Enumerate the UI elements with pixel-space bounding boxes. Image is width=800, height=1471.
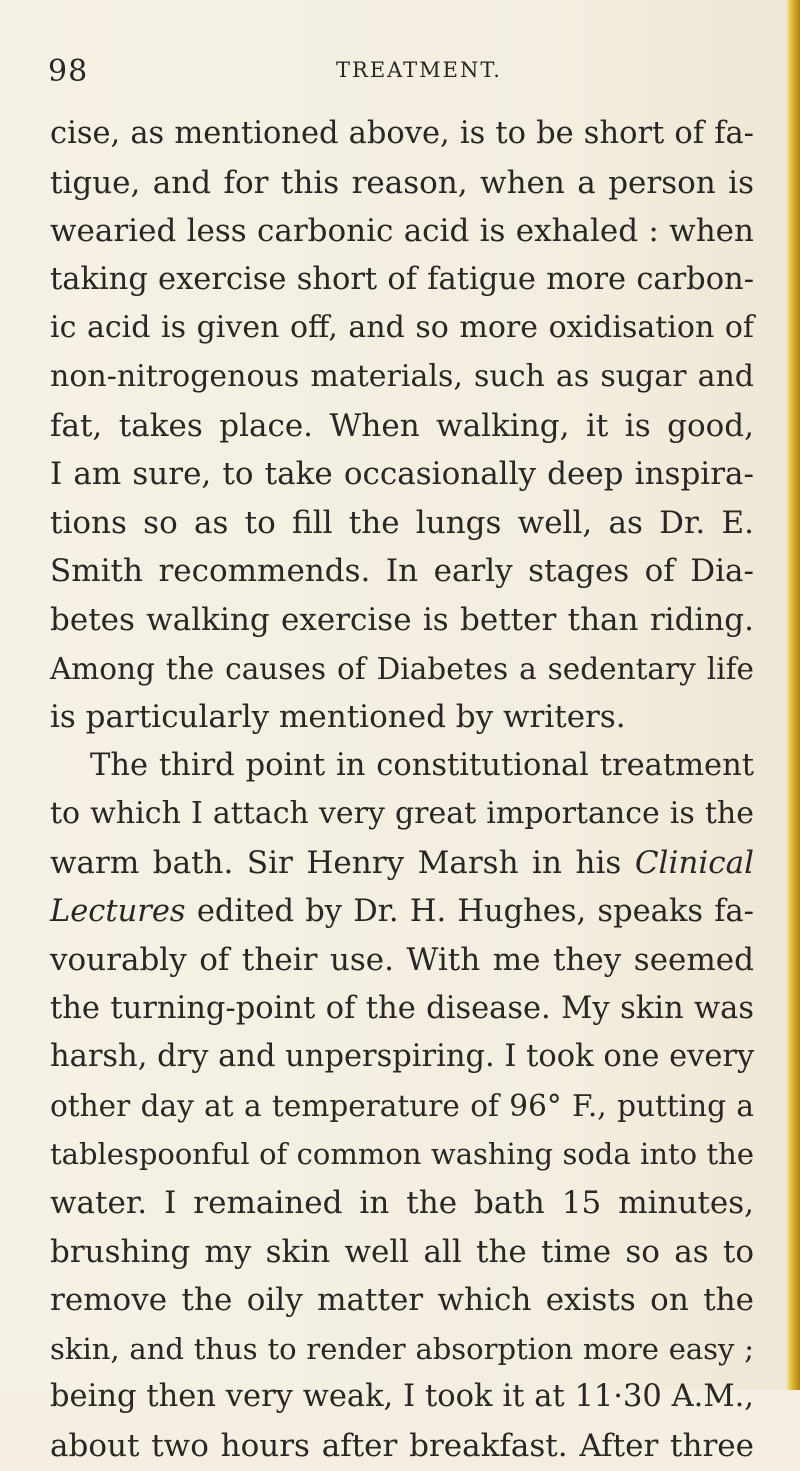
italic-title: Clinical xyxy=(634,844,754,881)
text-line: tions so as to fill the lungs well, as Dr. E. xyxy=(50,504,754,541)
text-line: Among the causes of Diabetes a sedentary life xyxy=(50,651,754,686)
text-body xyxy=(50,110,754,1471)
text-line: tablespoonful of common washing soda into the xyxy=(50,1137,754,1172)
text-line xyxy=(50,888,754,937)
text-span: edited by Dr. H. Hughes, speaks fa- xyxy=(196,893,754,929)
page-edge xyxy=(786,0,800,1390)
running-head: TREATMENT. xyxy=(336,58,502,82)
text-line: betes walking exercise is better than riding. xyxy=(50,601,754,638)
text-line: about two hours after breakfast. After three xyxy=(50,1428,754,1465)
text-line: fat, takes place. When walking, it is good, xyxy=(50,407,754,444)
text-line: wearied less carbonic acid is exhaled : when xyxy=(50,213,754,250)
text-line: remove the oily matter which exists on the xyxy=(50,1282,754,1319)
text-line: cise, as mentioned above, is to be short of fa- xyxy=(50,116,754,151)
paragraph-start-line: The third point in constitutional treatment xyxy=(90,747,754,783)
text-line: taking exercise short of fatigue more carbon- xyxy=(50,261,754,297)
text-line: tigue, and for this reason, when a person is xyxy=(50,164,754,201)
text-line: skin, and thus to render absorption more easy ; xyxy=(50,1331,754,1366)
text-line: being then very weak, I took it at 11·30 A.M., xyxy=(50,1379,754,1415)
text-line: to which I attach very great importance is the xyxy=(50,796,754,832)
text-line: other day at a temperature of 96° F., putting a xyxy=(50,1088,754,1123)
text-line: water. I remained in the bath 15 minutes, xyxy=(50,1185,754,1222)
text-line: harsh, dry and unperspiring. I took one every xyxy=(50,1039,755,1075)
text-line: brushing my skin well all the time so as to xyxy=(50,1233,754,1270)
text-span: warm bath. Sir Henry Marsh in his xyxy=(50,844,622,881)
text-line: I am sure, to take occasionally deep inspira- xyxy=(50,456,754,493)
text-line: vourably of their use. With me they seemed xyxy=(50,942,754,979)
italic-title: Lectures xyxy=(50,893,186,929)
text-line: ic acid is given off, and so more oxidisation of xyxy=(50,310,754,346)
text-line: non-nitrogenous materials, such as sugar and xyxy=(50,358,754,394)
text-line: the turning-point of the disease. My skin was xyxy=(50,990,754,1026)
page-header xyxy=(48,48,748,88)
text-line: Smith recommends. In early stages of Dia- xyxy=(50,553,754,590)
text-line: is particularly mentioned by writers. xyxy=(50,699,626,736)
page-number: 98 xyxy=(48,54,89,89)
text-line xyxy=(50,839,754,888)
